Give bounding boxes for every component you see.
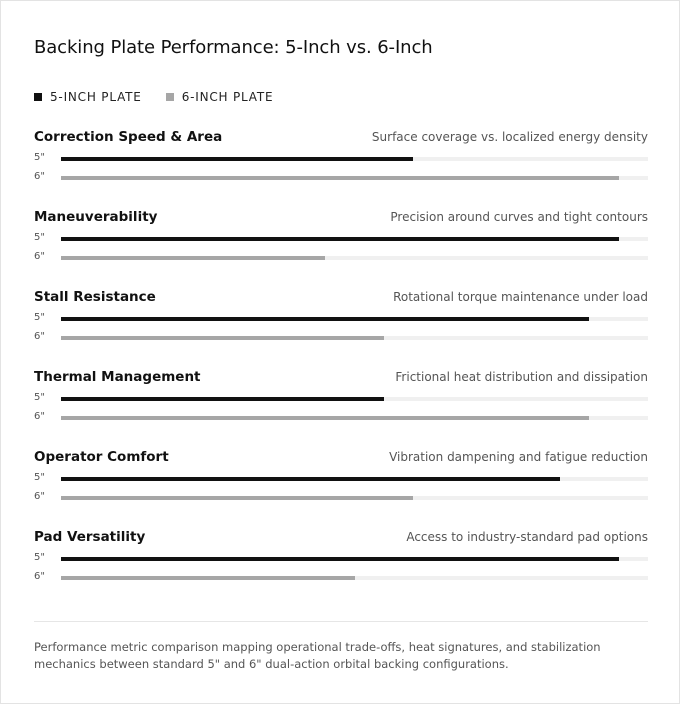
metric-description: Precision around curves and tight contours [390, 210, 648, 224]
metric-name: Stall Resistance [34, 289, 156, 305]
metric-name: Correction Speed & Area [34, 129, 223, 145]
bar-size-label: 6" [34, 491, 45, 502]
bar-track [61, 237, 648, 241]
metric-name: Maneuverability [34, 209, 158, 225]
metric-group [34, 289, 648, 369]
legend-item-5-inch [34, 90, 142, 104]
bar-size-label: 6" [34, 571, 45, 582]
bar-row [34, 151, 648, 170]
metric-header [34, 209, 648, 231]
bar-track [61, 557, 648, 561]
bar-6-inch [61, 496, 413, 500]
footer-divider [34, 621, 648, 622]
bar-row [34, 170, 648, 189]
metric-header [34, 129, 648, 151]
bar-6-inch [61, 336, 384, 340]
bar-track [61, 157, 648, 161]
metric-group [34, 369, 648, 449]
metric-description: Access to industry-standard pad options [406, 530, 648, 544]
bar-5-inch [61, 397, 384, 401]
bar-5-inch [61, 237, 619, 241]
bar-row [34, 391, 648, 410]
bar-5-inch [61, 317, 589, 321]
metric-group [34, 209, 648, 289]
bar-size-label: 6" [34, 251, 45, 262]
bar-size-label: 5" [34, 472, 45, 483]
metric-header [34, 289, 648, 311]
bar-size-label: 5" [34, 152, 45, 163]
bar-row [34, 570, 648, 589]
metric-description: Surface coverage vs. localized energy density [371, 130, 648, 144]
metric-group [34, 529, 648, 609]
bar-6-inch [61, 256, 325, 260]
bar-track [61, 317, 648, 321]
bar-row [34, 551, 648, 570]
metric-list [34, 129, 648, 609]
bar-row [34, 471, 648, 490]
bar-row [34, 250, 648, 269]
chart-title: Backing Plate Performance: 5-Inch vs. 6-Inch [34, 37, 433, 58]
bar-5-inch [61, 157, 413, 161]
bar-track [61, 477, 648, 481]
bar-6-inch [61, 176, 619, 180]
metric-header [34, 369, 648, 391]
legend-swatch-6-inch [166, 93, 174, 101]
metric-header [34, 449, 648, 471]
bar-5-inch [61, 477, 560, 481]
bar-track [61, 176, 648, 180]
bar-row [34, 311, 648, 330]
metric-description: Vibration dampening and fatigue reduction [389, 450, 648, 464]
bar-size-label: 6" [34, 171, 45, 182]
metric-description: Rotational torque maintenance under load [393, 290, 648, 304]
legend-item-6-inch [166, 90, 274, 104]
bar-size-label: 5" [34, 312, 45, 323]
metric-group [34, 449, 648, 529]
footnote: Performance metric comparison mapping operational trade-offs, heat signatures, and stabilization mechanics between standard 5" and 6" dual-action orbital backing configurations. [34, 640, 601, 671]
bar-track [61, 496, 648, 500]
bar-track [61, 336, 648, 340]
bar-size-label: 6" [34, 331, 45, 342]
bar-size-label: 5" [34, 392, 45, 403]
bar-size-label: 5" [34, 232, 45, 243]
bar-6-inch [61, 576, 355, 580]
bar-track [61, 397, 648, 401]
metric-name: Operator Comfort [34, 449, 169, 465]
bar-row [34, 231, 648, 250]
metric-description: Frictional heat distribution and dissipation [395, 370, 648, 384]
bar-6-inch [61, 416, 589, 420]
bar-row [34, 330, 648, 349]
bar-track [61, 256, 648, 260]
legend-label-6-inch: 6-INCH PLATE [181, 90, 274, 104]
bar-row [34, 490, 648, 509]
metric-name: Thermal Management [34, 369, 201, 385]
bar-size-label: 6" [34, 411, 45, 422]
bar-row [34, 410, 648, 429]
legend-label-5-inch: 5-INCH PLATE [50, 90, 142, 104]
metric-header [34, 529, 648, 551]
bar-track [61, 576, 648, 580]
metric-name: Pad Versatility [34, 529, 146, 545]
legend-swatch-5-inch [34, 93, 42, 101]
bar-size-label: 5" [34, 552, 45, 563]
legend [34, 90, 297, 104]
metric-group [34, 129, 648, 209]
bar-track [61, 416, 648, 420]
bar-5-inch [61, 557, 619, 561]
